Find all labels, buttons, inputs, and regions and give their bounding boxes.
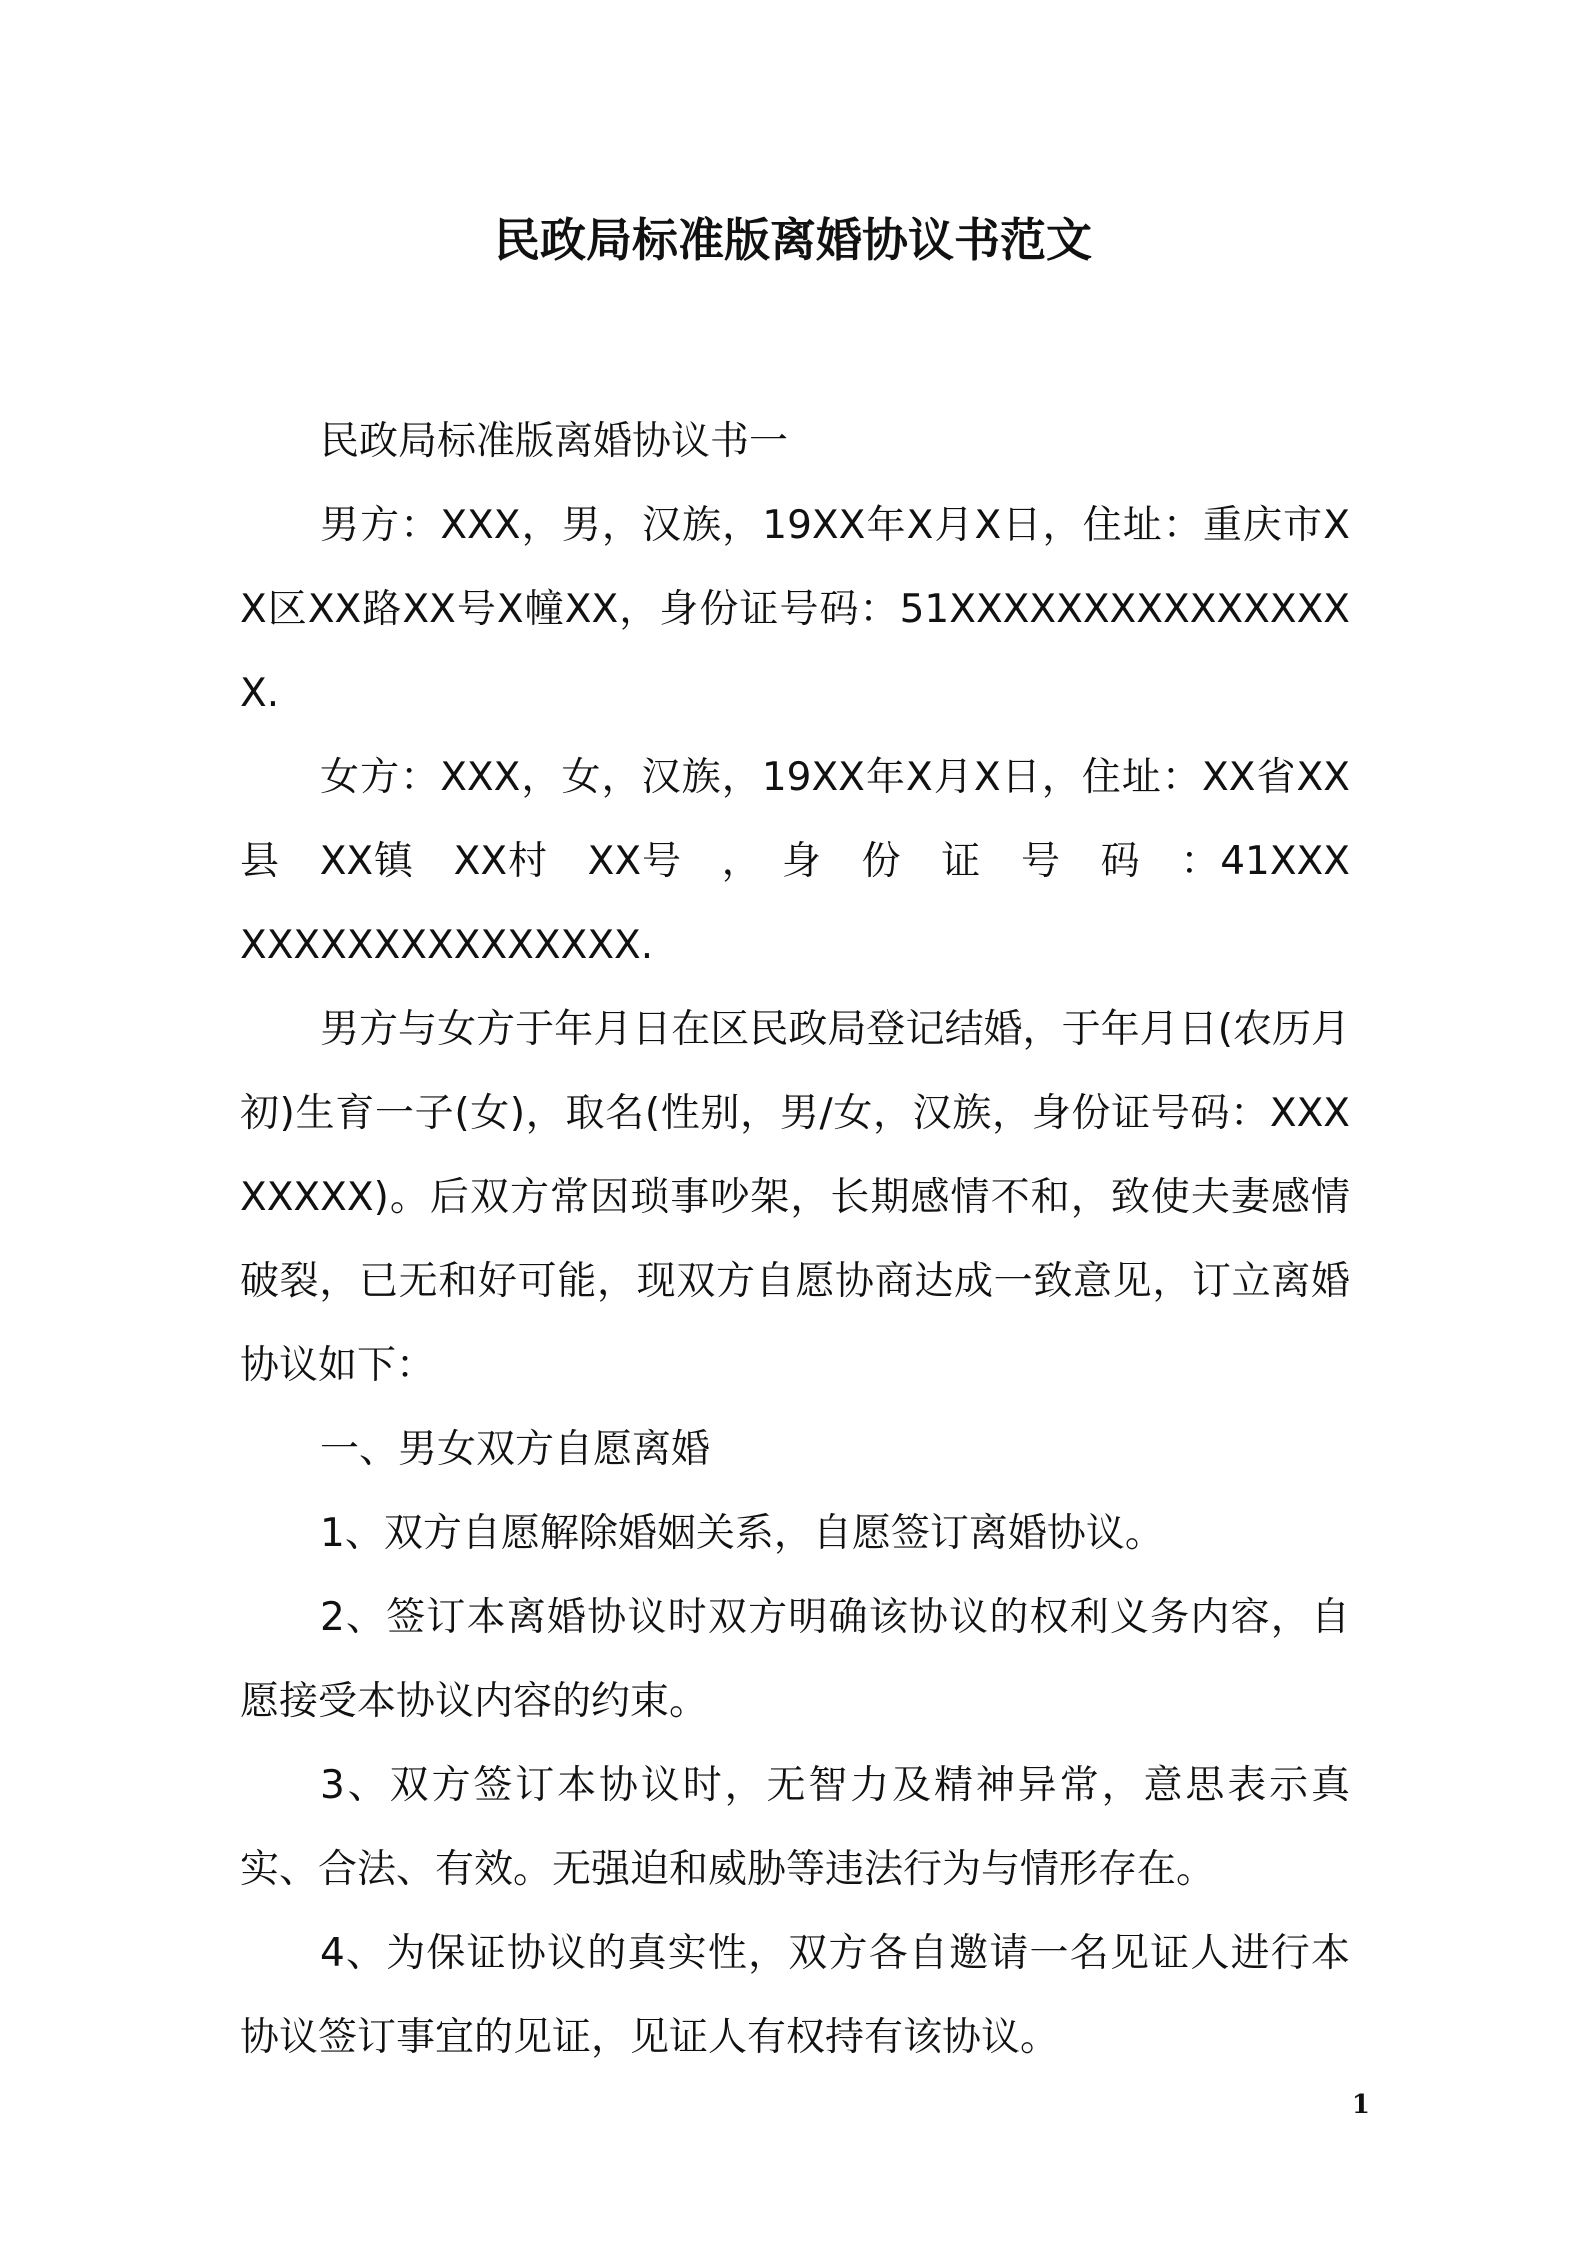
- document-title: 民政局标准版离婚协议书范文: [494, 213, 1092, 267]
- husband-info-paragraph: 男方：XXX，男，汉族，19XX年X月X日，住址：重庆市XX区XX路XX号X幢XX，身份证号码：51XXXXXXXXXXXXXXXX.: [240, 503, 1350, 716]
- clause-item-2: 2、签订本离婚协议时双方明确该协议的权利义务内容，自愿接受本协议内容的约束。: [240, 1595, 1350, 1724]
- clause-heading-1: 一、男女双方自愿离婚: [320, 1427, 711, 1472]
- marriage-background-paragraph: 男方与女方于年月日在区民政局登记结婚，于年月日(农历月初)生育一子(女)，取名(性别，男/女，汉族，身份证号码：XXXXXXXX)。后双方常因琐事吵架，长期感情不和，致使夫妻感情破裂，已无和好可能，现双方自愿协商达成一致意见，订立离婚协议如下：: [240, 1007, 1350, 1388]
- section-heading: 民政局标准版离婚协议书一: [320, 419, 789, 464]
- clause-item-3: 3、双方签订本协议时，无智力及精神异常，意思表示真实、合法、有效。无强迫和威胁等违法行为与情形存在。: [240, 1763, 1350, 1892]
- page-number: 1: [1351, 2090, 1370, 2120]
- document-body: [240, 400, 1350, 2080]
- wife-info-paragraph: 女方：XXX，女，汉族，19XX年X月X日，住址：XX省XX县 XX镇 XX村 XX号 ， 身 份 证 号 码 ：41XXXXXXXXXXXXXXXXXX.: [240, 755, 1350, 968]
- clause-item-4: 4、为保证协议的真实性，双方各自邀请一名见证人进行本协议签订事宜的见证，见证人有权持有该协议。: [240, 1931, 1350, 2060]
- clause-item-1: 1、双方自愿解除婚姻关系，自愿签订离婚协议。: [320, 1511, 1164, 1556]
